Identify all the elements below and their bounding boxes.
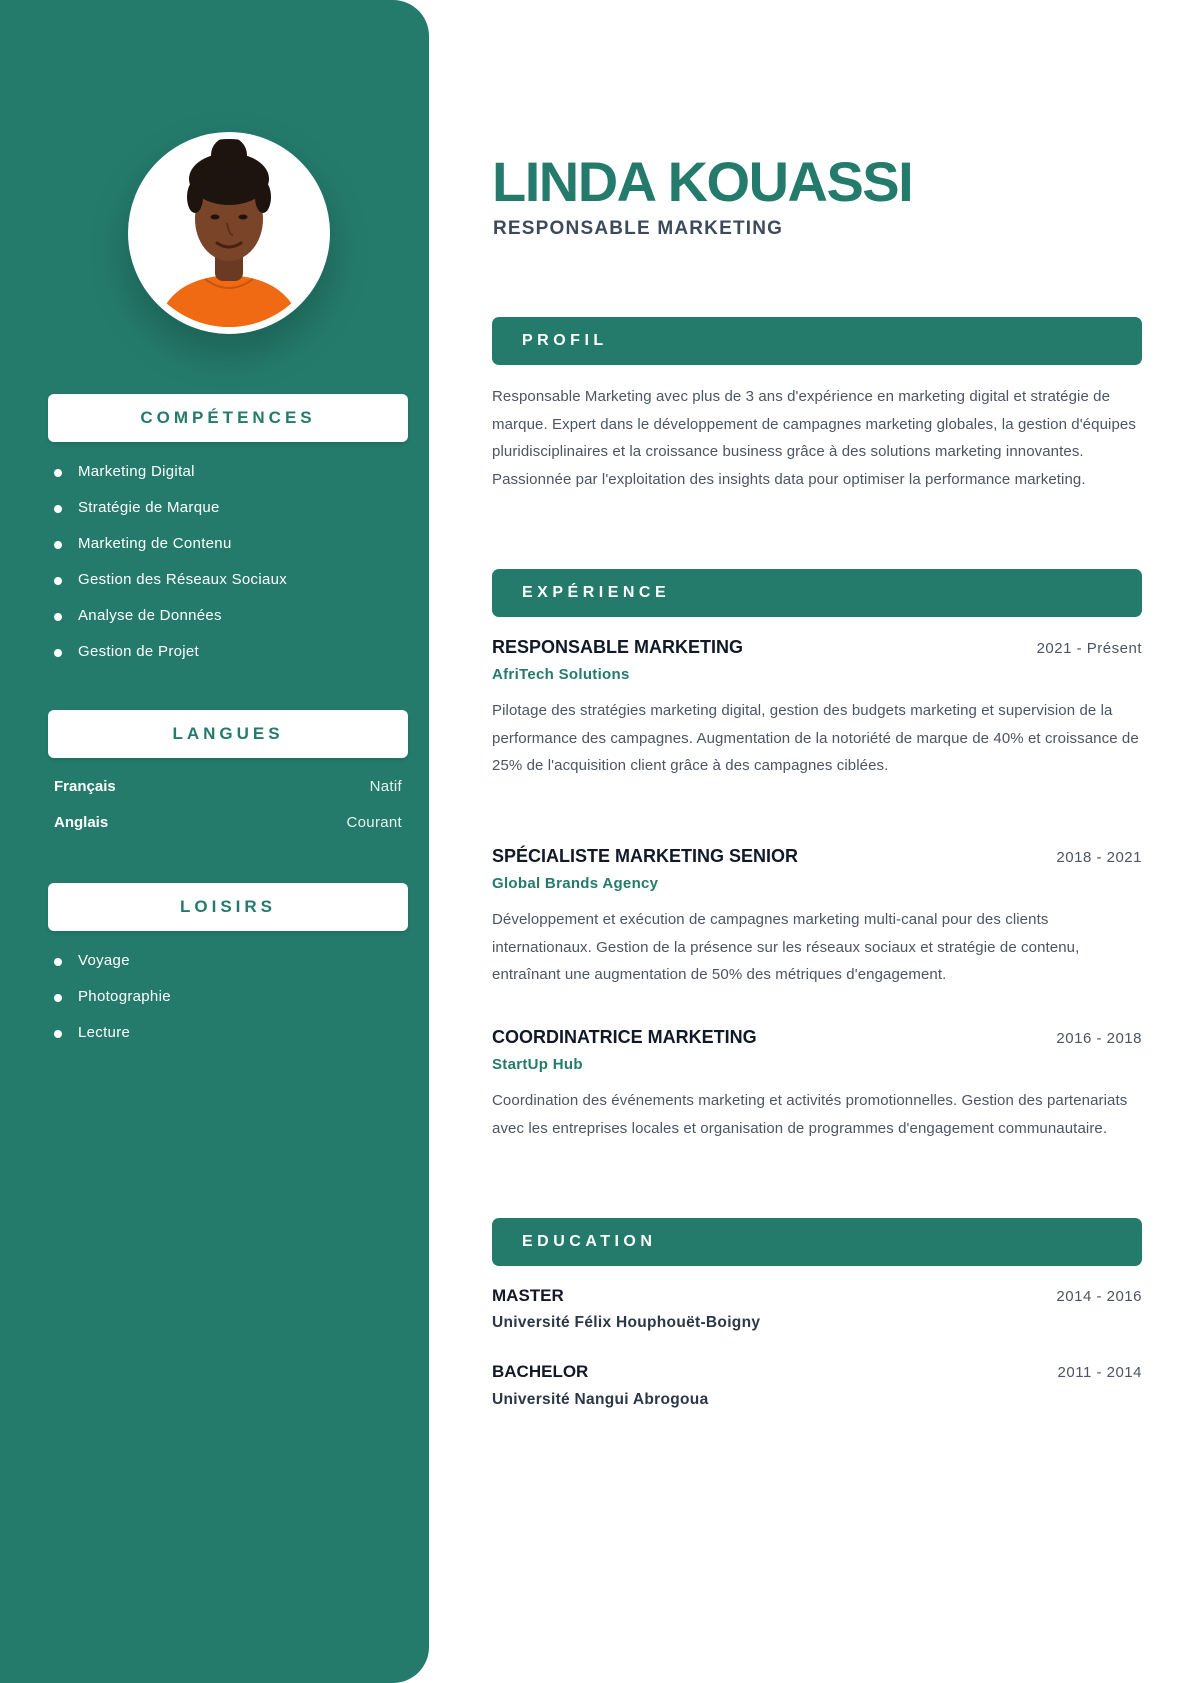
degree: BACHELOR: [492, 1362, 589, 1381]
job-header: [492, 1027, 1142, 1048]
job-description: Pilotage des stratégies marketing digital, gestion des budgets marketing et supervision de la performance des campagnes. Augmentation de la notoriété de marque de 40% et croissance de 25% de l'acquisition client grâce à des campagnes ciblées.: [492, 702, 1139, 774]
avatar: [128, 132, 330, 334]
bullet-icon: [54, 1030, 62, 1038]
job-dates: 2021 - Présent: [1036, 640, 1142, 657]
school-name: Université Nangui Abrogoua: [492, 1391, 709, 1408]
bullet-icon: [54, 469, 62, 477]
company-name: AfriTech Solutions: [492, 666, 630, 683]
language-name: Anglais: [54, 814, 109, 831]
education-dates: 2011 - 2014: [1057, 1364, 1142, 1381]
loisirs-heading: LOISIRS: [48, 883, 408, 931]
bullet-icon: [54, 613, 62, 621]
list-item: Voyage: [54, 950, 171, 986]
job-description: Développement et exécution de campagnes marketing multi-canal pour des clients internationaux. Gestion de la présence sur les réseaux sociaux et stratégie de contenu, entraînant une augmentation de 50% des métriques d'engagement.: [492, 911, 1080, 983]
candidate-name: LINDA KOUASSI: [492, 150, 913, 213]
job-header: [492, 637, 1142, 658]
sidebar: [0, 0, 429, 1683]
list-item: Analyse de Données: [54, 605, 287, 641]
profil-heading: PROFIL: [492, 317, 1142, 365]
language-name: Français: [54, 778, 116, 795]
education-dates: 2014 - 2016: [1056, 1288, 1142, 1305]
list-item: Gestion des Réseaux Sociaux: [54, 569, 287, 605]
profile-photo: [135, 139, 323, 327]
job-dates: 2018 - 2021: [1056, 849, 1142, 866]
experience-heading: EXPÉRIENCE: [492, 569, 1142, 617]
job-title: SPÉCIALISTE MARKETING SENIOR: [492, 846, 799, 866]
bullet-icon: [54, 994, 62, 1002]
language-level: Natif: [369, 778, 402, 795]
job-title: COORDINATRICE MARKETING: [492, 1027, 757, 1047]
job-title: RESPONSABLE MARKETING: [492, 637, 744, 657]
company-name: StartUp Hub: [492, 1056, 583, 1073]
education-header: [492, 1286, 1142, 1306]
degree: MASTER: [492, 1286, 564, 1305]
competences-list: [54, 461, 287, 677]
list-item: Gestion de Projet: [54, 641, 287, 677]
bullet-icon: [54, 958, 62, 966]
language-level: Courant: [346, 814, 402, 831]
competences-heading: COMPÉTENCES: [48, 394, 408, 442]
profil-text: Responsable Marketing avec plus de 3 ans d'expérience en marketing digital et stratégie de marque. Expert dans le développement de campagnes marketing globales, la gestion d'équipes pluridisciplinaires et la croissance business grâce à des solutions marketing innovantes. Passionnée par l'exploitation des insights data pour optimiser la performance marketing.: [492, 388, 1136, 488]
langues-heading: LANGUES: [48, 710, 408, 758]
list-item: Marketing de Contenu: [54, 533, 287, 569]
language-row: [54, 814, 402, 836]
bullet-icon: [54, 541, 62, 549]
job-dates: 2016 - 2018: [1056, 1030, 1142, 1047]
list-item: Photographie: [54, 986, 171, 1022]
bullet-icon: [54, 505, 62, 513]
language-row: [54, 778, 402, 800]
education-heading: EDUCATION: [492, 1218, 1142, 1266]
company-name: Global Brands Agency: [492, 875, 659, 892]
job-header: [492, 846, 1142, 867]
bullet-icon: [54, 649, 62, 657]
education-header: [492, 1362, 1142, 1382]
school-name: Université Félix Houphouët-Boigny: [492, 1314, 761, 1331]
loisirs-list: [54, 950, 171, 1058]
candidate-title: RESPONSABLE MARKETING: [493, 218, 784, 239]
list-item: Lecture: [54, 1022, 171, 1058]
list-item: Marketing Digital: [54, 461, 287, 497]
bullet-icon: [54, 577, 62, 585]
job-description: Coordination des événements marketing et activités promotionnelles. Gestion des partenariats avec les entreprises locales et organisation de programmes d'engagement communautaire.: [492, 1092, 1128, 1137]
list-item: Stratégie de Marque: [54, 497, 287, 533]
